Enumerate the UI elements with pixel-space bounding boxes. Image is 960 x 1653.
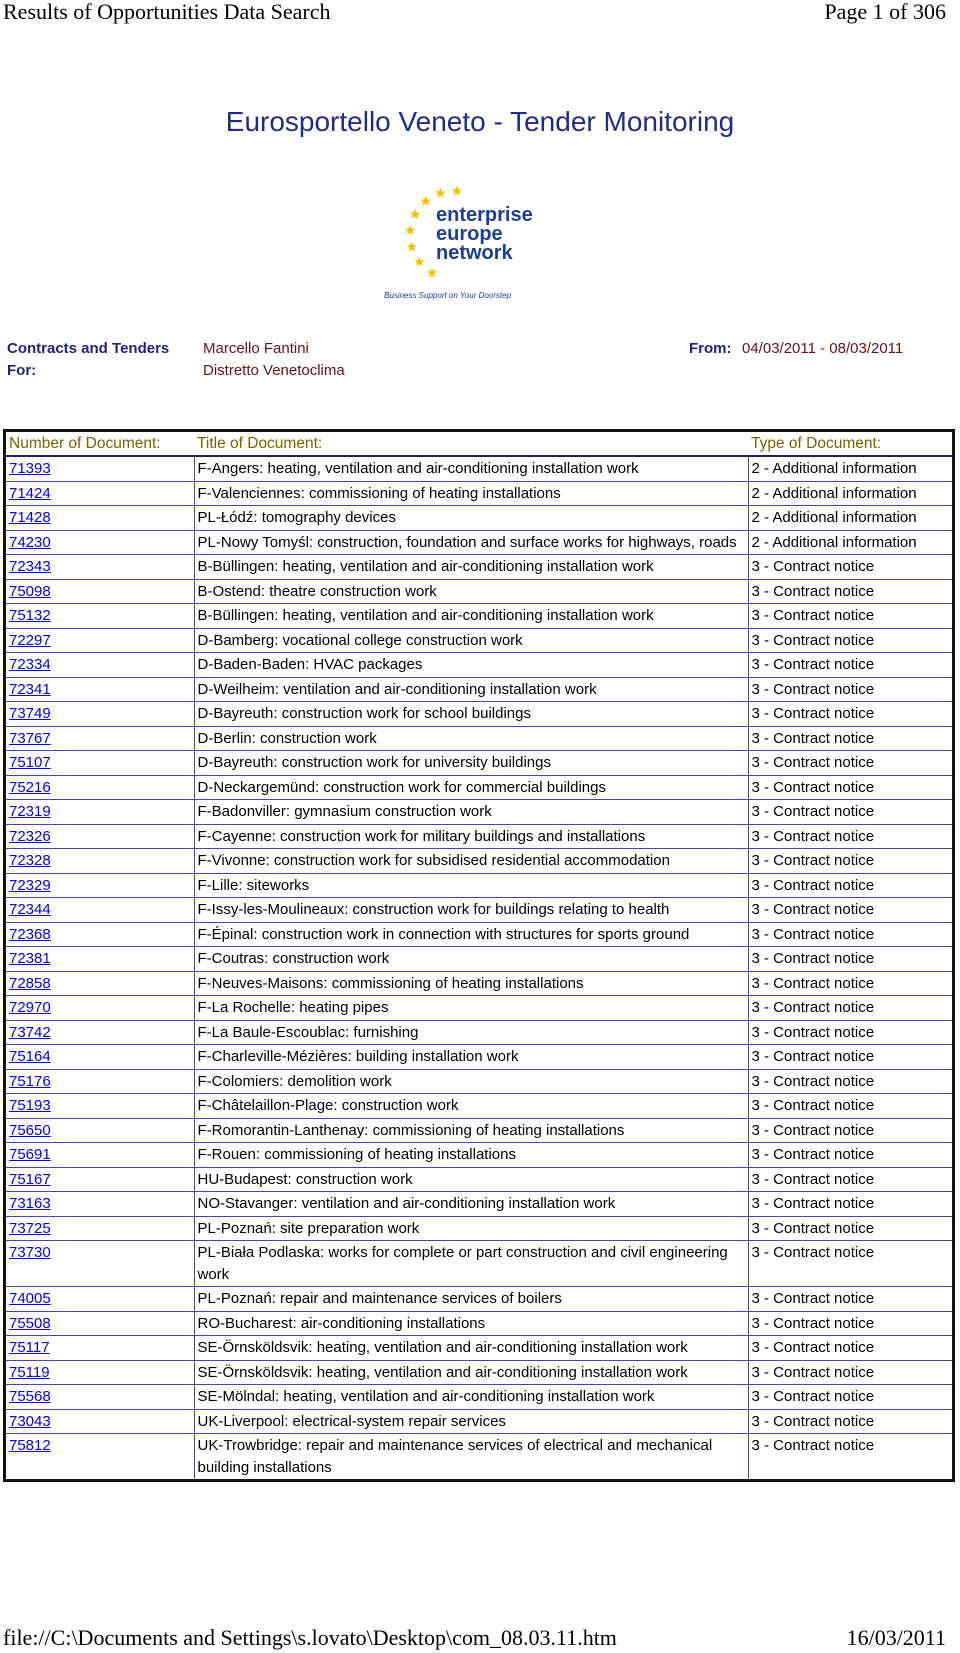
cell-title: F-Issy-les-Moulineaux: construction work for buildings relating to health [194,898,748,923]
cell-type: 3 - Contract notice [748,555,954,580]
cell-number [5,530,195,555]
document-number-link[interactable]: 72297 [9,631,51,649]
cell-title: F-La Rochelle: heating pipes [194,996,748,1021]
document-number-link[interactable]: 73742 [9,1023,51,1041]
table-row [5,996,954,1021]
cell-number [5,971,195,996]
table-row [5,1020,954,1045]
cell-type: 3 - Contract notice [748,579,954,604]
cell-title: PL-Nowy Tomyśl: construction, foundation and surface works for highways, roads [194,530,748,555]
table-body [5,456,954,1481]
logo-star-icon [414,257,425,267]
logo-star-icon [410,209,421,219]
cell-type: 3 - Contract notice [748,1241,954,1287]
logo-star-icon [427,268,437,278]
table-row [5,1385,954,1410]
table-row [5,1094,954,1119]
meta-label-for: For: [7,362,37,379]
cell-title: B-Ostend: theatre construction work [194,579,748,604]
cell-title: F-Valenciennes: commissioning of heating installations [194,481,748,506]
document-number-link[interactable]: 72368 [9,925,51,943]
cell-type: 3 - Contract notice [748,1409,954,1434]
cell-title: UK-Liverpool: electrical-system repair services [194,1409,748,1434]
cell-title: D-Neckargemünd: construction work for commercial buildings [194,775,748,800]
table-row [5,898,954,923]
document-number-link[interactable]: 75508 [9,1314,51,1332]
logo-tagline: Business Support on Your Doorstep [384,291,512,300]
cell-type: 3 - Contract notice [748,604,954,629]
cell-type: 3 - Contract notice [748,628,954,653]
cell-title: B-Büllingen: heating, ventilation and air-conditioning installation work [194,555,748,580]
logo-line2: europe [436,223,503,245]
table-row [5,1241,954,1287]
cell-number [5,1216,195,1241]
logo-star-icon [435,188,445,198]
enterprise-europe-network-logo [384,185,536,303]
document-number-link[interactable]: 75107 [9,754,51,771]
cell-type: 3 - Contract notice [748,947,954,972]
cell-title: RO-Bucharest: air-conditioning installations [194,1311,748,1336]
document-number-link[interactable]: 72328 [9,852,51,869]
cell-number [5,677,195,702]
cell-title: F-Épinal: construction work in connection with structures for sports ground [194,922,748,947]
document-number-link[interactable]: 75650 [9,1121,51,1139]
cell-number [5,1409,195,1434]
cell-type: 3 - Contract notice [748,1216,954,1241]
cell-title: PL-Poznań: repair and maintenance services of boilers [194,1287,748,1312]
cell-type: 3 - Contract notice [748,1385,954,1410]
cell-title: F-Neuves-Maisons: commissioning of heating installations [194,971,748,996]
cell-number [5,947,195,972]
table-row [5,751,954,776]
meta-date-range: 04/03/2011 - 08/03/2011 [742,340,904,357]
cell-type: 3 - Contract notice [748,922,954,947]
table-row [5,800,954,825]
cell-title: F-Rouen: commissioning of heating installations [194,1143,748,1168]
document-number-link[interactable]: 75193 [9,1097,51,1114]
print-footer-date: 16/03/2011 [846,1625,946,1650]
cell-type: 3 - Contract notice [748,1167,954,1192]
col-header-type: Type of Document: [748,431,954,457]
cell-type: 3 - Contract notice [748,1143,954,1168]
table-row [5,1336,954,1361]
cell-title: SE-Örnsköldsvik: heating, ventilation and air-conditioning installation work [194,1360,748,1385]
cell-number [5,1311,195,1336]
table-row [5,530,954,555]
table-row [5,873,954,898]
table-row [5,481,954,506]
cell-title: PL-Biała Podlaska: works for complete or part construction and civil engineering work [194,1241,748,1287]
document-number-link[interactable]: 75176 [9,1072,51,1090]
document-number-link[interactable]: 72344 [9,901,51,918]
cell-number [5,456,195,481]
cell-title: D-Berlin: construction work [194,726,748,751]
cell-title: F-Colomiers: demolition work [194,1069,748,1094]
table-row [5,506,954,531]
document-number-link[interactable]: 74230 [9,533,51,551]
table-row [5,1192,954,1217]
document-number-link[interactable]: 72381 [9,950,51,967]
cell-type: 3 - Contract notice [748,1360,954,1385]
logo-star-icon [452,186,463,196]
cell-type: 2 - Additional information [748,481,954,506]
document-number-link[interactable]: 72329 [9,876,51,894]
cell-number [5,898,195,923]
document-number-link[interactable]: 75568 [9,1388,51,1405]
document-number-link[interactable]: 75216 [9,778,51,796]
cell-type: 3 - Contract notice [748,873,954,898]
cell-type: 3 - Contract notice [748,1336,954,1361]
cell-type: 3 - Contract notice [748,824,954,849]
cell-type: 3 - Contract notice [748,1094,954,1119]
cell-title: NO-Stavanger: ventilation and air-conditioning installation work [194,1192,748,1217]
cell-type: 3 - Contract notice [748,1192,954,1217]
document-number-link[interactable]: 73043 [9,1412,51,1430]
document-number-link[interactable]: 73725 [9,1219,51,1237]
document-number-link[interactable]: 71428 [9,509,51,526]
cell-number [5,1192,195,1217]
cell-type: 2 - Additional information [748,506,954,531]
cell-number [5,555,195,580]
logo-star-icon [421,196,431,206]
table-row [5,1216,954,1241]
document-number-link[interactable]: 73767 [9,729,51,747]
col-header-number: Number of Document: [5,431,195,457]
document-number-link[interactable]: 75119 [9,1363,50,1381]
logo-line3: network [436,242,513,264]
print-header-page: Page 1 of 306 [824,0,946,24]
cell-title: D-Bamberg: vocational college construction work [194,628,748,653]
cell-number [5,800,195,825]
cell-type: 3 - Contract notice [748,1311,954,1336]
document-number-link[interactable]: 72858 [9,974,51,992]
cell-title: F-Badonviller: gymnasium construction work [194,800,748,825]
table-row [5,555,954,580]
meta-label-from: From: [689,340,732,357]
cell-type: 3 - Contract notice [748,702,954,727]
table-row [5,456,954,481]
cell-title: F-Châtelaillon-Plage: construction work [194,1094,748,1119]
cell-type: 3 - Contract notice [748,726,954,751]
logo-line1: enterprise [436,204,533,226]
cell-title: F-Lille: siteworks [194,873,748,898]
document-number-link[interactable]: 75691 [9,1146,51,1163]
table-row [5,849,954,874]
document-number-link[interactable]: 72343 [9,558,51,575]
document-number-link[interactable]: 74005 [9,1290,51,1307]
table-row [5,726,954,751]
cell-number [5,1094,195,1119]
cell-type: 2 - Additional information [748,456,954,481]
cell-number [5,1020,195,1045]
document-number-link[interactable]: 72341 [9,680,51,698]
table-row [5,579,954,604]
cell-number [5,1167,195,1192]
table-row [5,1311,954,1336]
document-number-link[interactable]: 71424 [9,484,51,502]
cell-number [5,1143,195,1168]
col-header-title: Title of Document: [194,431,748,457]
cell-number [5,996,195,1021]
print-header-title: Results of Opportunities Data Search [3,0,331,24]
cell-number [5,604,195,629]
cell-number [5,824,195,849]
cell-type: 3 - Contract notice [748,800,954,825]
table-row [5,604,954,629]
table-row [5,971,954,996]
logo-star-icon [405,225,416,235]
cell-number [5,922,195,947]
document-number-link[interactable]: 72319 [9,803,51,820]
cell-type: 3 - Contract notice [748,775,954,800]
cell-title: F-Angers: heating, ventilation and air-conditioning installation work [194,456,748,481]
cell-number [5,579,195,604]
cell-number [5,775,195,800]
cell-type: 3 - Contract notice [748,1287,954,1312]
table-row [5,1045,954,1070]
meta-user-name: Marcello Fantini [203,340,309,357]
document-number-link[interactable]: 72970 [9,999,51,1016]
table-row [5,1069,954,1094]
table-header-row [5,431,954,457]
table-row [5,1360,954,1385]
document-number-link[interactable]: 73749 [9,705,51,722]
table-row [5,1143,954,1168]
cell-number [5,1434,195,1481]
cell-title: F-Cayenne: construction work for military buildings and installations [194,824,748,849]
cell-type: 3 - Contract notice [748,1434,954,1481]
tender-results-table [3,429,955,1482]
cell-number [5,702,195,727]
cell-title: D-Weilheim: ventilation and air-conditioning installation work [194,677,748,702]
table-row [5,653,954,678]
cell-number [5,1336,195,1361]
cell-number [5,849,195,874]
table-row [5,1409,954,1434]
cell-title: F-Charleville-Mézières: building installation work [194,1045,748,1070]
cell-title: HU-Budapest: construction work [194,1167,748,1192]
cell-type: 3 - Contract notice [748,751,954,776]
cell-number [5,1241,195,1287]
cell-type: 3 - Contract notice [748,1045,954,1070]
cell-title: PL-Łódź: tomography devices [194,506,748,531]
meta-organization: Distretto Venetoclima [203,362,345,379]
document-number-link[interactable]: 73163 [9,1195,51,1212]
cell-title: F-Vivonne: construction work for subsidised residential accommodation [194,849,748,874]
cell-number [5,873,195,898]
table-row [5,775,954,800]
table-row [5,922,954,947]
cell-type: 2 - Additional information [748,530,954,555]
cell-type: 3 - Contract notice [748,898,954,923]
meta-label-contracts: Contracts and Tenders [7,340,170,357]
cell-number [5,1118,195,1143]
table-row [5,1434,954,1481]
cell-title: F-Romorantin-Lanthenay: commissioning of heating installations [194,1118,748,1143]
document-number-link[interactable]: 73730 [9,1244,51,1261]
cell-number [5,1385,195,1410]
cell-type: 3 - Contract notice [748,653,954,678]
logo-star-icon [407,242,417,252]
cell-type: 3 - Contract notice [748,971,954,996]
cell-title: SE-Örnsköldsvik: heating, ventilation and air-conditioning installation work [194,1336,748,1361]
cell-type: 3 - Contract notice [748,1069,954,1094]
cell-type: 3 - Contract notice [748,1118,954,1143]
cell-number [5,751,195,776]
cell-type: 3 - Contract notice [748,849,954,874]
table-row [5,702,954,727]
document-number-link[interactable]: 71393 [9,460,51,477]
cell-title: B-Büllingen: heating, ventilation and air-conditioning installation work [194,604,748,629]
document-number-link[interactable]: 75098 [9,582,51,600]
cell-number [5,1287,195,1312]
cell-title: UK-Trowbridge: repair and maintenance services of electrical and mechanical building installations [194,1434,748,1481]
document-number-link[interactable]: 72326 [9,827,51,845]
cell-title: SE-Mölndal: heating, ventilation and air-conditioning installation work [194,1385,748,1410]
cell-title: PL-Poznań: site preparation work [194,1216,748,1241]
cell-number [5,1360,195,1385]
cell-type: 3 - Contract notice [748,1020,954,1045]
cell-title: F-Coutras: construction work [194,947,748,972]
document-number-link[interactable]: 75117 [9,1339,50,1356]
cell-title: F-La Baule-Escoublac: furnishing [194,1020,748,1045]
cell-number [5,1045,195,1070]
cell-title: D-Baden-Baden: HVAC packages [194,653,748,678]
table-row [5,1287,954,1312]
table-row [5,1167,954,1192]
table-row [5,677,954,702]
table-row [5,824,954,849]
document-number-link[interactable]: 72334 [9,656,51,673]
document-number-link[interactable]: 75167 [9,1170,51,1188]
document-number-link[interactable]: 75164 [9,1048,51,1065]
cell-title: D-Bayreuth: construction work for university buildings [194,751,748,776]
table-row [5,947,954,972]
cell-type: 3 - Contract notice [748,996,954,1021]
document-number-link[interactable]: 75812 [9,1437,51,1454]
cell-number [5,506,195,531]
cell-number [5,726,195,751]
cell-number [5,1069,195,1094]
page-title: Eurosportello Veneto - Tender Monitoring [225,106,735,137]
cell-number [5,653,195,678]
cell-number [5,628,195,653]
table-row [5,628,954,653]
table-row [5,1118,954,1143]
document-number-link[interactable]: 75132 [9,607,51,624]
cell-type: 3 - Contract notice [748,677,954,702]
print-footer-path: file://C:\Documents and Settings\s.lovato\Desktop\com_08.03.11.htm [3,1625,617,1650]
cell-number [5,481,195,506]
cell-title: D-Bayreuth: construction work for school buildings [194,702,748,727]
